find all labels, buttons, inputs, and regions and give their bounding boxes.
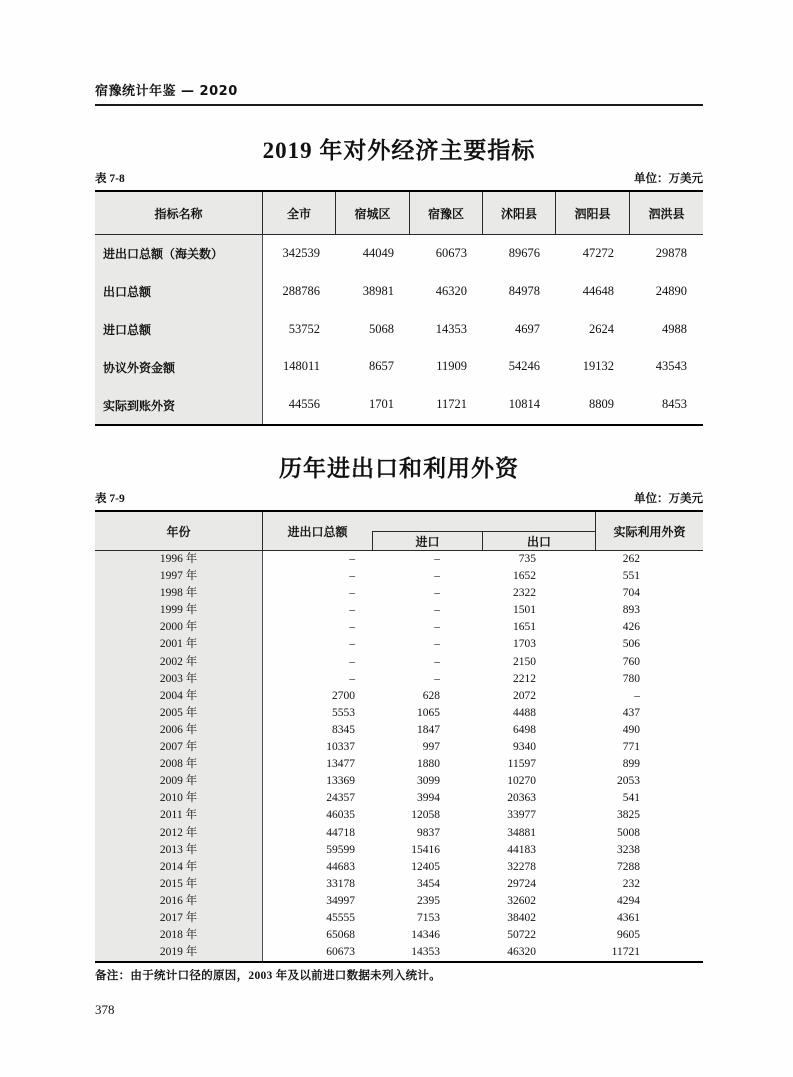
- value-cell: 46320: [507, 946, 536, 959]
- year-cell: 2008 年: [95, 756, 263, 773]
- value-cell: 47272: [582, 246, 614, 260]
- indicator-name-cell: 进口总额: [95, 311, 263, 349]
- table-row: [95, 551, 703, 568]
- value-cell: 44183: [507, 843, 536, 856]
- value-cell: –: [349, 672, 355, 685]
- table-row: [95, 756, 703, 773]
- value-cell: 262: [622, 553, 640, 565]
- value-cell: –: [434, 570, 440, 583]
- year-cell: 2004 年: [95, 688, 263, 705]
- value-cell: 4988: [662, 321, 687, 336]
- value-cell: 7288: [617, 860, 640, 873]
- value-cell: 44648: [582, 283, 614, 298]
- table1-unit: 单位：万美元: [634, 173, 703, 185]
- column-header-city: 全市: [263, 192, 336, 234]
- table2-label: 表 7-9: [95, 493, 125, 505]
- value-cell: 8657: [369, 359, 394, 374]
- value-cell: 628: [422, 689, 440, 702]
- value-cell: 10337: [326, 741, 355, 754]
- value-cell: 1065: [417, 706, 440, 719]
- value-cell: 2212: [513, 672, 536, 685]
- value-cell: 1501: [513, 604, 536, 617]
- subheader-spacer: [372, 512, 595, 531]
- value-cell: 14346: [411, 929, 440, 942]
- value-cell: 59599: [326, 843, 355, 856]
- value-cell: 735: [518, 553, 536, 565]
- value-cell: 2053: [617, 775, 640, 788]
- value-cell: 8809: [589, 397, 614, 412]
- value-cell: 148011: [282, 359, 320, 374]
- table-row: [95, 910, 703, 927]
- value-cell: 43543: [655, 359, 687, 374]
- value-cell: 4361: [617, 911, 640, 924]
- table-row: [95, 619, 703, 636]
- value-cell: 5068: [369, 321, 394, 336]
- value-cell: 893: [622, 604, 640, 617]
- value-cell: 771: [622, 741, 640, 754]
- value-cell: 3238: [617, 843, 640, 856]
- value-cell: 24890: [655, 283, 687, 298]
- value-cell: 541: [622, 792, 640, 805]
- indicator-name-cell: 出口总额: [95, 273, 263, 311]
- table2: [95, 510, 703, 963]
- value-cell: 9605: [617, 929, 640, 942]
- value-cell: 13369: [326, 775, 355, 788]
- year-cell: 2001 年: [95, 636, 263, 653]
- value-cell: –: [434, 621, 440, 634]
- table2-unit: 单位：万美元: [634, 493, 703, 505]
- value-cell: 4294: [617, 894, 640, 907]
- value-cell: 38402: [507, 911, 536, 924]
- table2-body: [95, 551, 703, 961]
- value-cell: 65068: [326, 929, 355, 942]
- value-cell: 10814: [508, 397, 540, 412]
- value-cell: –: [349, 638, 355, 651]
- value-cell: –: [349, 570, 355, 583]
- value-cell: 19132: [582, 359, 614, 374]
- table-row: [95, 739, 703, 756]
- table-row: [95, 585, 703, 602]
- column-header-shuyang: 沭阳县: [483, 192, 556, 234]
- year-cell: 2005 年: [95, 705, 263, 722]
- table-row: [95, 654, 703, 671]
- page-number: 378: [95, 1002, 115, 1017]
- value-cell: 33178: [326, 877, 355, 890]
- value-cell: 34997: [326, 894, 355, 907]
- table-row: [95, 311, 703, 349]
- value-cell: –: [434, 672, 440, 685]
- value-cell: –: [349, 621, 355, 634]
- value-cell: –: [434, 553, 440, 565]
- value-cell: 33977: [507, 809, 536, 822]
- value-cell: 1701: [369, 397, 394, 412]
- table1-label: 表 7-8: [95, 173, 125, 185]
- value-cell: 2322: [513, 587, 536, 600]
- value-cell: 10270: [507, 775, 536, 788]
- value-cell: 13477: [326, 758, 355, 771]
- value-cell: 2624: [589, 321, 614, 336]
- table-row: [95, 688, 703, 705]
- value-cell: 1652: [513, 570, 536, 583]
- table1: [95, 190, 703, 426]
- value-cell: 9837: [417, 826, 440, 839]
- value-cell: 6498: [513, 723, 536, 736]
- value-cell: 32602: [507, 894, 536, 907]
- table2-meta: [95, 490, 703, 506]
- value-cell: –: [349, 553, 355, 565]
- value-cell: 7153: [417, 911, 440, 924]
- running-header: [95, 80, 703, 106]
- table2-title: 历年进出口和利用外资: [279, 456, 519, 481]
- year-cell: 2011 年: [95, 807, 263, 824]
- column-header-siyang: 泗阳县: [556, 192, 630, 234]
- table-row: [95, 773, 703, 790]
- value-cell: 20363: [507, 792, 536, 805]
- value-cell: 11721: [436, 397, 467, 412]
- column-header-year: 年份: [95, 512, 263, 550]
- value-cell: 5008: [617, 826, 640, 839]
- value-cell: 490: [622, 723, 640, 736]
- value-cell: 3454: [417, 877, 440, 890]
- year-cell: 2017 年: [95, 910, 263, 927]
- value-cell: 11721: [611, 946, 640, 959]
- table-row: [95, 273, 703, 311]
- subheader-group: [372, 512, 595, 550]
- column-header-total-import-export: 进出口总额: [287, 524, 348, 539]
- table-row: [95, 876, 703, 893]
- year-cell: 2000 年: [95, 619, 263, 636]
- value-cell: 54246: [508, 359, 540, 374]
- table-row: [95, 859, 703, 876]
- year-cell: 2006 年: [95, 722, 263, 739]
- value-cell: –: [634, 689, 640, 702]
- value-cell: 60673: [326, 946, 355, 959]
- table-row: [95, 825, 703, 842]
- value-cell: 5553: [332, 706, 355, 719]
- value-cell: 506: [622, 638, 640, 651]
- value-cell: 44049: [362, 246, 394, 260]
- value-cell: 12405: [411, 860, 440, 873]
- value-cell: –: [349, 655, 355, 668]
- table-row: [95, 671, 703, 688]
- year-cell: 2013 年: [95, 842, 263, 859]
- value-cell: 437: [622, 706, 640, 719]
- year-cell: 1999 年: [95, 602, 263, 619]
- table-row: [95, 636, 703, 653]
- value-cell: 11597: [507, 758, 536, 771]
- value-cell: 1651: [513, 621, 536, 634]
- subheader-row: [372, 531, 595, 550]
- table-row: [95, 348, 703, 386]
- value-cell: 997: [422, 741, 440, 754]
- table-row: [95, 568, 703, 585]
- value-cell: –: [434, 638, 440, 651]
- column-header-suyu: 宿豫区: [410, 192, 483, 234]
- column-header-indicator: 指标名称: [95, 192, 263, 234]
- value-cell: 60673: [435, 246, 467, 260]
- value-cell: 704: [622, 587, 640, 600]
- table-row: [95, 705, 703, 722]
- value-cell: 44683: [326, 860, 355, 873]
- value-cell: 3099: [417, 775, 440, 788]
- value-cell: –: [434, 587, 440, 600]
- table1-header: [95, 192, 703, 235]
- value-cell: 1880: [417, 758, 440, 771]
- year-cell: 2015 年: [95, 876, 263, 893]
- value-cell: 84978: [508, 283, 540, 298]
- column-header-fdi: 实际利用外资: [595, 512, 703, 550]
- table-row: [95, 893, 703, 910]
- value-cell: 1847: [417, 723, 440, 736]
- year-cell: 2007 年: [95, 739, 263, 756]
- value-cell: 288786: [282, 283, 320, 298]
- column-header-sucheng: 宿城区: [336, 192, 410, 234]
- value-cell: 44718: [326, 826, 355, 839]
- value-cell: 3825: [617, 809, 640, 822]
- value-cell: 29878: [655, 246, 687, 260]
- year-cell: 2016 年: [95, 893, 263, 910]
- value-cell: –: [349, 587, 355, 600]
- value-cell: 426: [622, 621, 640, 634]
- value-cell: 34881: [507, 826, 536, 839]
- column-header-import: 进口: [373, 532, 483, 550]
- value-cell: 14353: [411, 946, 440, 959]
- year-cell: 2018 年: [95, 927, 263, 944]
- year-cell: 2019 年: [95, 944, 263, 961]
- table-row: [95, 235, 703, 273]
- table-row: [95, 927, 703, 944]
- value-cell: 50722: [507, 929, 536, 942]
- table-row: [95, 722, 703, 739]
- year-cell: 2002 年: [95, 654, 263, 671]
- year-cell: 2014 年: [95, 859, 263, 876]
- table-row: [95, 807, 703, 824]
- value-cell: 4488: [513, 706, 536, 719]
- value-cell: 1703: [513, 638, 536, 651]
- value-cell: 15416: [411, 843, 440, 856]
- value-cell: 8345: [332, 723, 355, 736]
- value-cell: 4697: [515, 321, 540, 336]
- value-cell: 46035: [326, 809, 355, 822]
- value-cell: –: [434, 655, 440, 668]
- value-cell: 2072: [513, 689, 536, 702]
- value-cell: –: [434, 604, 440, 617]
- value-cell: 780: [622, 672, 640, 685]
- value-cell: 53752: [288, 321, 320, 336]
- year-cell: 2009 年: [95, 773, 263, 790]
- table1-meta: [95, 170, 703, 186]
- value-cell: 46320: [435, 283, 467, 298]
- indicator-name-cell: 协议外资金额: [95, 348, 263, 386]
- value-cell: 899: [622, 758, 640, 771]
- column-header-export: 出口: [526, 534, 551, 549]
- value-cell: 89676: [508, 246, 540, 260]
- value-cell: 2150: [513, 655, 536, 668]
- table2-footnote: 备注：由于统计口径的原因，2003 年及以前进口数据未列入统计。: [95, 970, 441, 982]
- value-cell: 8453: [662, 397, 687, 412]
- column-header-sihong: 泗洪县: [648, 206, 685, 221]
- value-cell: 12058: [411, 809, 440, 822]
- table1-body: [95, 235, 703, 424]
- table-row: [95, 602, 703, 619]
- year-cell: 2012 年: [95, 825, 263, 842]
- running-header-title: 宿豫统计年鉴 — 2020: [95, 84, 238, 99]
- year-cell: 1998 年: [95, 585, 263, 602]
- table1-title: 2019 年对外经济主要指标: [262, 138, 536, 163]
- value-cell: 3994: [417, 792, 440, 805]
- year-cell: 2003 年: [95, 671, 263, 688]
- indicator-name-cell: 实际到账外资: [95, 386, 263, 424]
- table-row: [95, 842, 703, 859]
- value-cell: 342539: [282, 246, 320, 260]
- table-row: [95, 386, 703, 424]
- value-cell: 29724: [507, 877, 536, 890]
- value-cell: 9340: [513, 741, 536, 754]
- value-cell: 760: [622, 655, 640, 668]
- indicator-name-cell: 进出口总额（海关数）: [95, 235, 263, 273]
- value-cell: –: [349, 604, 355, 617]
- value-cell: 2395: [417, 894, 440, 907]
- table-row: [95, 944, 703, 961]
- value-cell: 232: [622, 877, 640, 890]
- value-cell: 32278: [507, 860, 536, 873]
- table-row: [95, 790, 703, 807]
- value-cell: 45555: [326, 911, 355, 924]
- year-cell: 2010 年: [95, 790, 263, 807]
- value-cell: 11909: [436, 359, 467, 374]
- year-cell: 1997 年: [95, 568, 263, 585]
- value-cell: 44556: [288, 397, 320, 412]
- value-cell: 24357: [326, 792, 355, 805]
- year-cell: 1996 年: [95, 551, 263, 568]
- value-cell: 551: [622, 570, 640, 583]
- table2-header: [95, 512, 703, 551]
- value-cell: 38981: [362, 283, 394, 298]
- value-cell: 2700: [332, 689, 355, 702]
- value-cell: 14353: [435, 321, 467, 336]
